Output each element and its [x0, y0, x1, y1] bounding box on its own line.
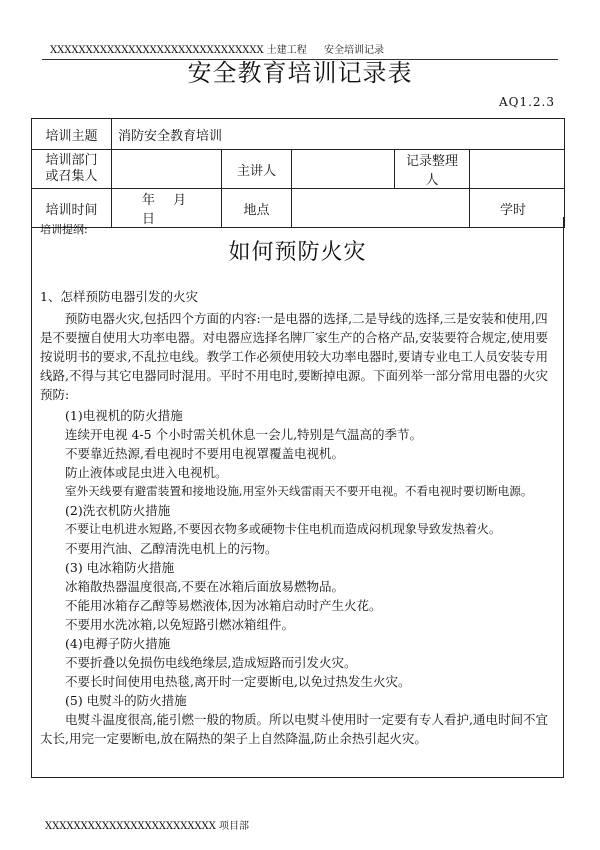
- training-info-table: [31, 118, 565, 228]
- paragraph: 不要长时间使用电热毯,离开时一定要断电,以免过热发生火灾。: [65, 674, 411, 689]
- speaker-value: [292, 150, 395, 189]
- content-body: [40, 287, 554, 748]
- paragraph: 连续开电视 4-5 个小时需关机休息一会儿,特别是气温高的季节。: [65, 427, 423, 442]
- paragraph: 不要靠近热源,看电视时不要用电视罩覆盖电视机。: [65, 446, 344, 461]
- speaker-label: 主讲人: [222, 150, 292, 189]
- dept-label-line2: 或召集人: [45, 169, 98, 184]
- year-label: 年: [142, 193, 156, 208]
- paragraph: 不要折叠以免损伤电线绝缘层,造成短路而引发火灾。: [65, 655, 357, 670]
- hours-label: 学时: [500, 202, 527, 218]
- section-title: 1、怎样预防电器引发的火灾: [40, 289, 198, 304]
- paragraph: 不要用水洗冰箱,以免短路引燃冰箱组件。: [65, 617, 294, 632]
- time-label: 培训时间: [32, 189, 112, 228]
- document-code: AQ1.2.3: [498, 95, 555, 109]
- table-row: [32, 150, 565, 189]
- topic-value: 消防安全教育培训: [112, 119, 565, 150]
- table-row: [32, 119, 565, 150]
- content-heading: 如何预防火灾: [228, 240, 367, 265]
- subsection-title: (5) 电熨斗的防火措施: [65, 693, 187, 708]
- paragraph: 不要用汽油、乙醇清洗电机上的污物。: [65, 541, 278, 556]
- outline-label: 培训提纲:: [40, 223, 88, 236]
- dept-label: [32, 150, 112, 189]
- header-right-text: 安全培训记录: [324, 45, 384, 56]
- paragraph: 室外天线要有避雷装置和接地设施,用室外天线雷雨天不要开电视。不看电视时要切断电源。: [65, 484, 533, 498]
- intro-paragraph: 预防电器火灾,包括四个方面的内容:一是电器的选择,二是导线的选择,三是安装和使用,四是不要擅自使用大功率电器。对电器应选择名牌厂家生产的合格产品,安装要符合规定,使用要按说明书的要求,不乱拉电线。教学工作必须使用较大功率电器时,要请专业电工人员安装专用线路,不得与其它电器同时混用。平时不用电时,要断掉电源。下面列举一部分常用电器的火灾预防:: [40, 311, 548, 402]
- day-label: 日: [142, 212, 156, 227]
- dept-value: [112, 150, 222, 189]
- training-content-box: [31, 217, 564, 778]
- place-label: 地点: [222, 189, 292, 228]
- subsection-title: (3) 电冰箱防火措施: [65, 560, 175, 575]
- paragraph: 防止液体或昆虫进入电视机。: [65, 465, 228, 480]
- dept-label-line1: 培训部门: [45, 153, 98, 168]
- document-title: 安全教育培训记录表: [187, 59, 413, 87]
- paragraph: 不能用冰箱存乙醇等易燃液体,因为冰箱启动时产生火花。: [65, 598, 382, 613]
- subsection-title: (1)电视机的防火措施: [65, 408, 183, 423]
- paragraph: 电熨斗温度很高,能引燃一般的物质。所以电熨斗使用时一定要有专人看护,通电时间不宜太长,用完一定要断电,放在隔热的架子上自然降温,防止余热引起火灾。: [40, 712, 548, 746]
- header-left-text: XXXXXXXXXXXXXXXXXXXXXXXXXXXXXX 土建工程: [50, 45, 307, 56]
- recorder-label: 记录整理人: [395, 150, 470, 189]
- recorder-value: [470, 150, 565, 189]
- subsection-title: (4)电褥子防火措施: [65, 636, 171, 651]
- month-label: 月: [173, 193, 187, 208]
- page-footer: XXXXXXXXXXXXXXXXXXXXXXXX 项目部: [45, 821, 250, 832]
- subsection-title: (2)洗衣机防火措施: [65, 503, 171, 518]
- paragraph: 冰箱散热器温度很高,不要在冰箱后面放易燃物品。: [65, 579, 344, 594]
- paragraph: 不要让电机进水短路,不要因衣物多或硬物卡住电机而造成闷机现象导致发热着火。: [65, 522, 501, 536]
- topic-label: 培训主题: [32, 119, 112, 150]
